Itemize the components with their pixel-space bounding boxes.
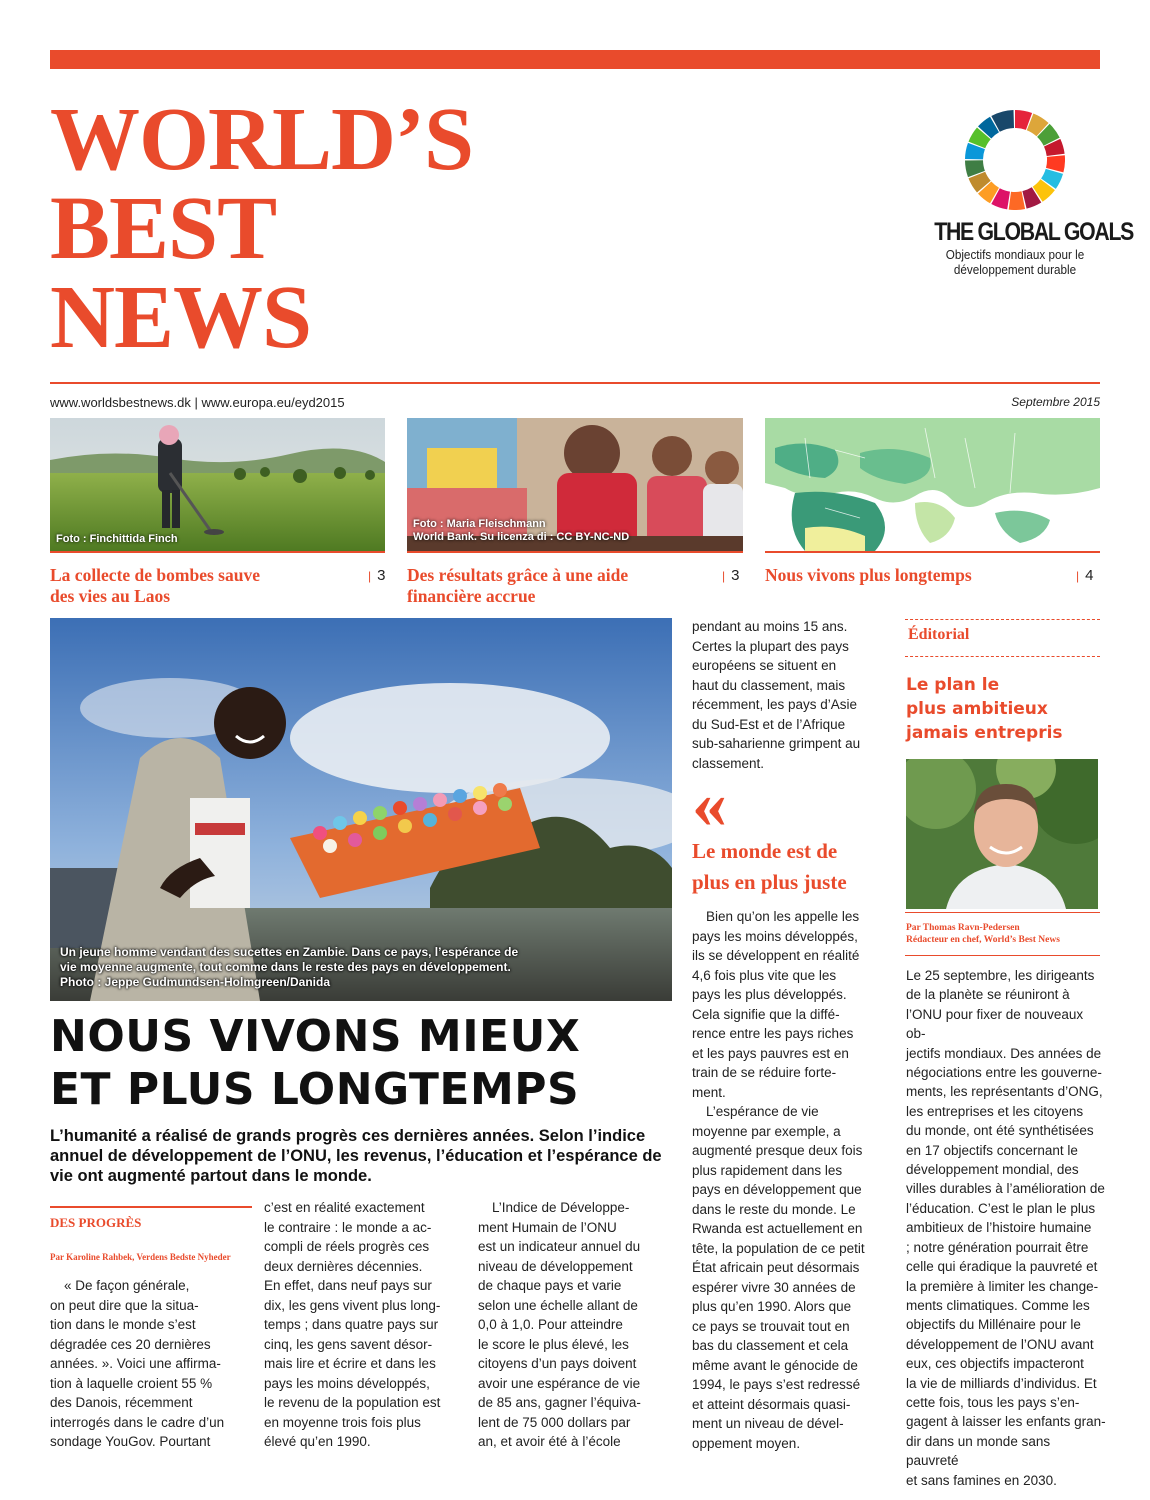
text-line: dir dans un monde sans pauvreté — [906, 1433, 1051, 1469]
goals-subtitle-2: développement durable — [953, 262, 1077, 277]
pullquote — [692, 836, 897, 898]
text-line: celle qui éradique la pauvreté et — [906, 1259, 1098, 1275]
teaser-3-page: | 4 — [1076, 567, 1093, 584]
text-line: citoyens d’un pays doivent — [478, 1356, 637, 1371]
quote-mark-icon: « — [692, 766, 727, 843]
editor-portrait — [906, 759, 1098, 909]
text-line: développement mondial, des — [906, 1162, 1079, 1178]
editorial-title-line-1: Le plan le — [906, 675, 1000, 695]
editorial-dashed-rule-2 — [905, 656, 1100, 657]
text-line: le revenu de la population est — [264, 1395, 441, 1410]
text-line: dégradée ces 20 dernières — [50, 1336, 211, 1352]
editorial-title — [906, 673, 1106, 745]
field-photo-image — [50, 418, 385, 551]
text-line: L’espérance de vie — [706, 1104, 819, 1119]
text-line: récemment, les pays d’Asie — [692, 697, 858, 712]
teaser-2-rule — [407, 551, 743, 553]
website-links[interactable]: www.worldsbestnews.dk | www.europa.eu/eyd2015 — [50, 395, 345, 410]
portrait-image — [906, 759, 1098, 909]
teaser-1-credit: Foto : Finchittida Finch — [56, 533, 178, 545]
article-column-2 — [264, 1198, 469, 1452]
teaser-1-title-line-1: La collecte de bombes sauve — [50, 565, 260, 585]
text-line: bas du classement et cela — [692, 1338, 849, 1353]
text-line: rence entre les pays riches — [692, 1026, 854, 1041]
hero-caption — [60, 945, 518, 990]
text-line: du monde, ont été synthétisées — [906, 1123, 1094, 1139]
text-line: du Sud-Est et de l’Afrique — [692, 716, 846, 732]
hero-photo — [50, 618, 672, 1001]
text-line: cette fois, tous les pays s’en- — [906, 1394, 1080, 1410]
text-line: l’éducation. C’est le plan le plus — [906, 1200, 1096, 1216]
text-line: ment Humain de l’ONU — [478, 1219, 617, 1235]
text-line: ments, les représentants d’ONG, — [906, 1084, 1103, 1100]
text-line: de chaque pays et varie — [478, 1278, 622, 1293]
text-line: pays en développement que — [692, 1182, 862, 1197]
text-line: train de se réduire forte- — [692, 1065, 837, 1080]
editorial-dashed-rule — [905, 619, 1100, 620]
text-line: la vie de milliards d’individus. Et — [906, 1375, 1097, 1391]
text-line: tion à laquelle croient 55 % — [50, 1375, 213, 1391]
text-line: pays les moins développés, — [692, 928, 858, 944]
lollipop-seller-image — [50, 618, 672, 1001]
pullquote-line-2: plus en plus juste — [692, 870, 847, 894]
editorial-body-rule — [905, 955, 1100, 956]
text-line: de la planète se réuniront à — [906, 987, 1070, 1003]
text-line: ment. — [692, 1084, 726, 1100]
text-line: la première à limiter les change- — [906, 1278, 1099, 1294]
world-map-image — [765, 418, 1100, 551]
teaser-2-credit-line-1: Foto : Maria Fleischmann — [413, 518, 546, 530]
text-line: lent de 75 000 dollars par — [478, 1414, 631, 1430]
editorial-body — [906, 966, 1106, 1490]
main-headline — [50, 1010, 580, 1116]
section-label: DES PROGRÈS — [50, 1215, 142, 1230]
text-line: temps ; dans quatre pays sur — [264, 1317, 439, 1332]
text-line: classement. — [692, 755, 765, 771]
headline-line-2: ET PLUS LONGTEMPS — [50, 1064, 580, 1115]
masthead-line-3: NEWS — [50, 268, 312, 367]
goals-subtitle-1: Objectifs mondiaux pour le — [945, 247, 1085, 262]
text-line: ments climatiques. Comme les — [906, 1297, 1090, 1313]
text-line: cinq, les gens savent désor- — [264, 1336, 433, 1352]
pullquote-line-1: Le monde est de — [692, 839, 838, 863]
text-line: pendant au moins 15 ans. — [692, 619, 848, 634]
text-line: c’est en réalité exactement — [264, 1200, 425, 1215]
teaser-3-title-line-1: Nous vivons plus longtemps — [765, 565, 972, 585]
text-line: Cela signifie que la diffé- — [692, 1006, 840, 1022]
text-line: pays les plus développés. — [692, 987, 847, 1002]
masthead-line-2: BEST — [50, 179, 277, 278]
teaser-1-title-line-2: des vies au Laos — [50, 586, 171, 606]
teaser-3-map[interactable] — [765, 418, 1100, 551]
top-accent-bar — [50, 50, 1100, 69]
text-line: oppement moyen. — [692, 1435, 801, 1451]
goals-wheel-icon — [965, 110, 1065, 210]
text-line: années. ». Voici une affirma- — [50, 1356, 221, 1371]
goals-title: THE GLOBAL GOALS — [934, 218, 1134, 246]
text-line: Certes la plupart des pays — [692, 638, 849, 654]
text-line: de 85 ans, gagner l’équiva- — [478, 1395, 641, 1410]
teaser-1-rule — [50, 551, 385, 553]
text-line: « De façon générale, — [64, 1278, 190, 1293]
text-line: interrogés dans le cadre d’un — [50, 1414, 225, 1430]
teaser-2-credit-line-2: World Bank. Su licenza di : CC BY-NC-ND — [413, 531, 630, 543]
masthead-title — [50, 90, 474, 367]
text-line: mais lire et écrire et dans les — [264, 1356, 436, 1371]
text-line: les entreprises et les citoyens — [906, 1103, 1084, 1119]
editorial-byline — [906, 922, 1060, 946]
text-line: État africain peut désormais — [692, 1260, 860, 1275]
text-line: L’Indice de Développe- — [492, 1200, 630, 1215]
standfirst: L’humanité a réalisé de grands progrès ces dernières années. Selon l’indice annuel de développement de l’ONU, les revenus, l’éducation et l’espérance de vie ont augmenté partout dans le monde. — [50, 1127, 662, 1185]
text-line: Bien qu’on les appelle les — [706, 909, 860, 924]
text-line: ; notre génération pourrait être — [906, 1239, 1089, 1255]
teaser-1-photo[interactable] — [50, 418, 385, 551]
text-line: le contraire : le monde a ac- — [264, 1219, 432, 1235]
article-column-4-bottom — [692, 907, 897, 1453]
teaser-2-page: | 3 — [722, 567, 739, 584]
text-line: et sans famines en 2030. — [906, 1472, 1057, 1488]
text-line: en 17 objectifs concernant le — [906, 1142, 1078, 1158]
article-column-3 — [478, 1198, 683, 1452]
text-line: ce pays se trouvait tout en — [692, 1318, 850, 1334]
text-line: pays les moins développés, — [264, 1375, 430, 1391]
editorial-byline-line-2: Rédacteur en chef, World’s Best News — [906, 935, 1060, 945]
text-line: selon une échelle allant de — [478, 1297, 638, 1313]
text-line: dans le reste du monde. Le — [692, 1201, 856, 1217]
text-line: ambitieux de l’histoire humaine — [906, 1220, 1092, 1236]
text-line: Rwanda est actuellement en — [692, 1221, 863, 1236]
text-line: le score le plus élevé, les — [478, 1336, 629, 1352]
text-line: ment un niveau de dével- — [692, 1416, 844, 1431]
issue-date: Septembre 2015 — [1011, 395, 1100, 409]
hero-caption-line-1: Un jeune homme vendant des sucettes en Zambie. Dans ce pays, l’espérance de — [60, 945, 519, 959]
hero-caption-line-3: Photo : Jeppe Gudmundsen-Holmgreen/Danida — [60, 975, 331, 989]
text-line: développement de l’ONU avant — [906, 1336, 1094, 1352]
text-line: et atteint désormais quasi- — [692, 1396, 851, 1412]
masthead-rule — [50, 382, 1100, 384]
text-line: deux dernières décennies. — [264, 1258, 423, 1274]
text-line: plus qu’en 1990. Alors que — [692, 1299, 852, 1314]
text-line: gagent à laisser les enfants gran- — [906, 1414, 1106, 1430]
text-line: dix, les gens vivent plus long- — [264, 1297, 441, 1313]
editorial-label: Éditorial — [908, 626, 970, 643]
text-line: augmenté presque deux fois — [692, 1143, 863, 1158]
editorial-title-line-3: jamais entrepris — [906, 723, 1063, 743]
masthead-line-1: WORLD’S — [50, 90, 474, 189]
text-line: même avant le génocide de — [692, 1357, 858, 1373]
text-line: en moyenne trois fois plus — [264, 1414, 421, 1430]
text-line: jectifs mondiaux. Des années de — [906, 1045, 1102, 1061]
text-line: eux, ces objectifs impacteront — [906, 1356, 1084, 1372]
article-column-4-top — [692, 617, 897, 773]
text-line: 1994, le pays s’est redressé — [692, 1377, 861, 1392]
headline-line-1: NOUS VIVONS MIEUX — [50, 1011, 581, 1062]
text-line: En effet, dans neuf pays sur — [264, 1278, 432, 1293]
text-line: et les pays pauvres est en — [692, 1045, 849, 1061]
teaser-1-title[interactable] — [50, 565, 350, 607]
text-line: tête, la population de ce petit — [692, 1240, 865, 1256]
text-line: moyenne par exemple, a — [692, 1123, 841, 1139]
section-rule — [50, 1206, 252, 1208]
article-column-1 — [50, 1276, 255, 1452]
editorial-byline-line-1: Par Thomas Ravn-Pedersen — [906, 923, 1020, 933]
text-line: tion dans le monde s’est — [50, 1317, 196, 1332]
text-line: 0,0 à 1,0. Pour atteindre — [478, 1317, 623, 1332]
text-line: haut du classement, mais — [692, 677, 846, 693]
text-line: compli de réels progrès ces — [264, 1239, 430, 1254]
text-line: des Danois, récemment — [50, 1395, 193, 1410]
text-line: an, et avoir été à l’école — [478, 1434, 621, 1449]
text-line: sondage YouGov. Pourtant — [50, 1434, 211, 1449]
teaser-2-title-line-2: financière accrue — [407, 586, 536, 606]
text-line: est un indicateur annuel du — [478, 1239, 641, 1254]
text-line: négociations entre les gouverne- — [906, 1065, 1102, 1081]
teaser-3-rule — [765, 551, 1100, 553]
global-goals-logo — [920, 110, 1134, 300]
hero-caption-line-2: vie moyenne augmente, tout comme dans le reste des pays en développement. — [60, 960, 511, 974]
text-line: objectifs du Millénaire pour le — [906, 1317, 1081, 1333]
text-line: espérer vivre 30 années de — [692, 1279, 856, 1295]
text-line: sub-saharienne grimpent au — [692, 736, 861, 751]
text-line: villes durables à l’amélioration de — [906, 1181, 1105, 1197]
article-byline: Par Karoline Rahbek, Verdens Bedste Nyheder — [50, 1252, 231, 1262]
text-line: plus rapidement dans les — [692, 1162, 843, 1178]
text-line: européens se situent en — [692, 658, 837, 673]
text-line: l’ONU pour fixer de nouveaux ob- — [906, 1006, 1084, 1042]
text-line: Le 25 septembre, les dirigeants — [906, 968, 1095, 983]
text-line: niveau de développement — [478, 1258, 633, 1274]
teaser-2-photo[interactable] — [407, 418, 743, 551]
text-line: ils se développent en réalité — [692, 948, 860, 963]
editorial-title-line-2: plus ambitieux — [906, 699, 1048, 719]
text-line: élevé qu’en 1990. — [264, 1434, 371, 1449]
text-line: on peut dire que la situa- — [50, 1297, 199, 1313]
text-line: 4,6 fois plus vite que les — [692, 967, 837, 983]
teaser-1-page: | 3 — [368, 567, 385, 584]
text-line: avoir une espérance de vie — [478, 1375, 641, 1391]
teaser-2-title[interactable] — [407, 565, 707, 607]
teaser-2-credit — [413, 518, 629, 544]
editorial-byline-rule — [905, 912, 1100, 913]
teaser-3-title[interactable] — [765, 565, 1065, 586]
teaser-2-title-line-1: Des résultats grâce à une aide — [407, 565, 629, 585]
